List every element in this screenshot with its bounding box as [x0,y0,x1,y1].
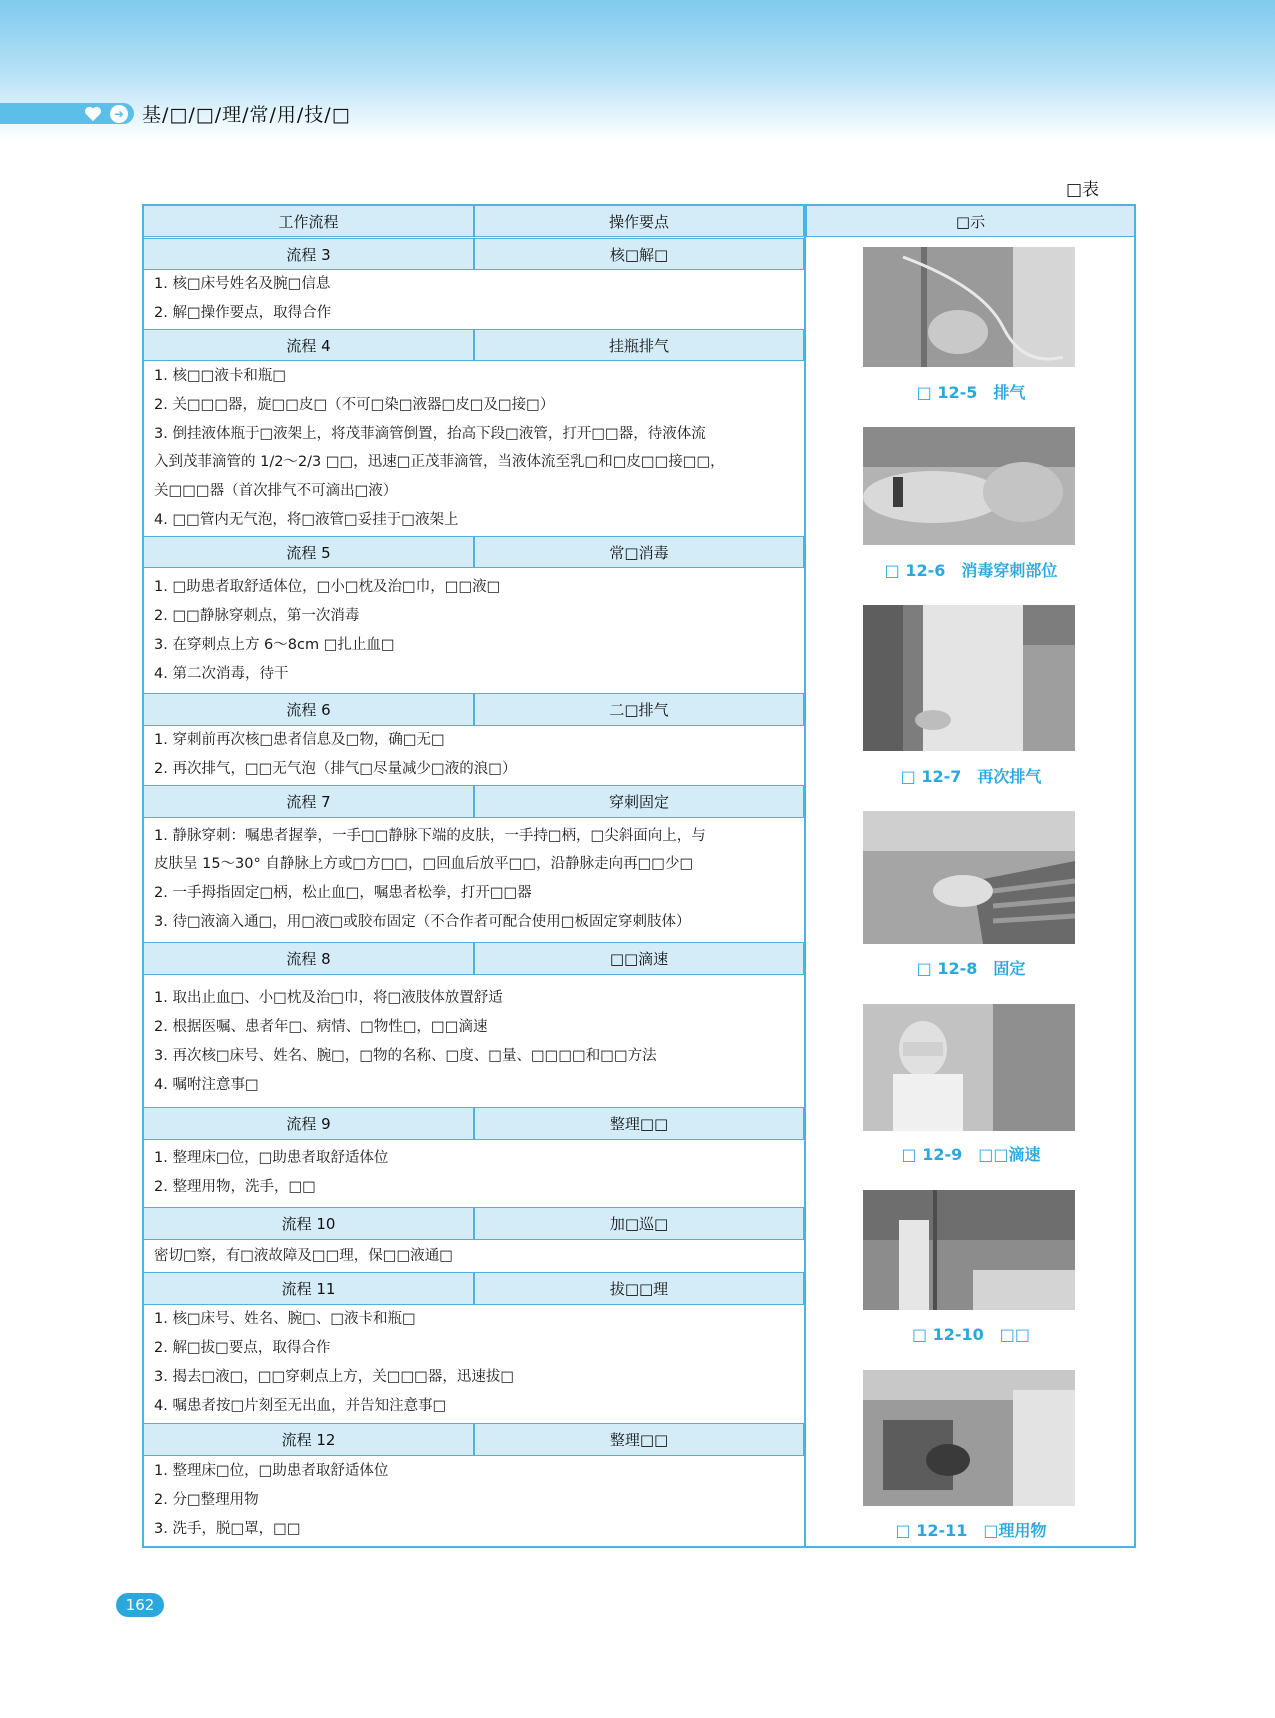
page-number-badge: 162 [116,1593,164,1617]
figure-caption: □ 12-8 固定 [916,959,1026,978]
step-name: 流程 9 [143,1107,474,1140]
step-item: 3. 在穿刺点上方 6～8cm □扎止血□ [154,637,395,653]
arrow-right-icon: ➜ [110,105,128,123]
step-item: 皮肤呈 15～30° 自静脉上方或□方□□，□回血后放平□□，沿静脉走向再□□少□ [154,856,694,872]
column-divider [804,204,806,1548]
step-item: 1. 取出止血□、小□枕及治□巾，将□液肢体放置舒适 [154,990,503,1006]
step-item: 2. 根据医嘱、患者年□、病情、□物性□，□□滴速 [154,1019,488,1035]
step-name: 流程 11 [143,1272,474,1305]
step-item: 1. 整理床□位，□助患者取舒适体位 [154,1463,389,1479]
step-key: 整理□□ [474,1423,804,1456]
step-key: 二□排气 [474,693,804,726]
step-key: □□滴速 [474,942,804,975]
step-key: 拔□□理 [474,1272,804,1305]
step-item: 2. 一手拇指固定□柄，松止血□，嘱患者松拳，打开□□器 [154,885,532,901]
column-header-workflow: 工作流程 [143,205,474,237]
figure-caption: □ 12-6 消毒穿刺部位 [884,561,1058,580]
photo-disinfect-site [863,427,1075,545]
step-key: 挂瓶排气 [474,329,804,361]
step-name: 流程 10 [143,1207,474,1240]
step-key: 常□消毒 [474,536,804,568]
step-item: 1. 核□□液卡和瓶□ [154,368,287,384]
step-name: 流程 5 [143,536,474,568]
step-name: 流程 8 [143,942,474,975]
photo-fixation [863,811,1075,944]
photo-tidy-supplies [863,1370,1075,1506]
figure-caption: □ 12-9 □□滴速 [901,1145,1041,1164]
step-item: 1. 穿刺前再次核□患者信息及□物，确□无□ [154,732,445,748]
column-header-illustration: □示 [806,205,1135,237]
figure-caption: □ 12-7 再次排气 [900,767,1042,786]
step-item: 2. 解□操作要点，取得合作 [154,305,332,321]
figure-caption: □ 12-10 □□ [911,1325,1031,1344]
photo-adjust-drip-rate [863,1004,1075,1131]
step-name: 流程 6 [143,693,474,726]
step-item: 4. 嘱咐注意事□ [154,1077,259,1093]
step-item: 1. 核□床号姓名及腕□信息 [154,276,331,292]
step-item: 1. □助患者取舒适体位，□小□枕及治□巾，□□液□ [154,579,501,595]
step-item: 3. 洗手，脱□罩，□□ [154,1521,301,1537]
step-item: 4. 第二次消毒，待干 [154,666,289,682]
heart-icon [84,106,102,122]
photo-exhaust-air [863,247,1075,367]
step-item: 2. 分□整理用物 [154,1492,259,1508]
step-key: 加□巡□ [474,1207,804,1240]
step-item: 2. 整理用物，洗手，□□ [154,1179,316,1195]
step-item: 4. 嘱患者按□片刻至无出血，并告知注意事□ [154,1398,447,1414]
step-item: 入到茂菲滴管的 1/2～2/3 □□，迅速□正茂菲滴管，当液体流至乳□和□皮□□接□□， [154,454,725,470]
continued-label: □表 [1066,180,1100,200]
step-name: 流程 12 [143,1423,474,1456]
photo-second-exhaust [863,605,1075,751]
step-item: 密切□察，有□液故障及□□理，保□□液通□ [154,1248,453,1264]
step-item: 2. 解□拔□要点，取得合作 [154,1340,331,1356]
step-name: 流程 7 [143,785,474,818]
step-key: 整理□□ [474,1107,804,1140]
figure-caption: □ 12-11 □理用物 [895,1521,1047,1540]
photo-patrol [863,1190,1075,1310]
step-item: 1. 核□床号、姓名、腕□、□液卡和瓶□ [154,1311,416,1327]
step-item: 3. 揭去□液□，□□穿刺点上方，关□□□器，迅速拔□ [154,1369,515,1385]
step-name: 流程 4 [143,329,474,361]
step-name: 流程 3 [143,238,474,270]
step-item: 2. 关□□□器，旋□□皮□（不可□染□液器□皮□及□接□） [154,397,555,413]
step-item: 3. 待□液滴入通□，用□液□或胶布固定（不合作者可配合使用□板固定穿刺肢体） [154,914,691,930]
step-key: 核□解□ [474,238,804,270]
column-header-key-points: 操作要点 [474,205,804,237]
running-header-title: 基/□/□/理/常/用/技/□ [142,104,351,126]
step-item: 2. □□静脉穿刺点，第一次消毒 [154,608,360,624]
step-item: 1. 整理床□位，□助患者取舒适体位 [154,1150,389,1166]
figure-caption: □ 12-5 排气 [916,383,1026,402]
step-item: 3. 再次核□床号、姓名、腕□，□物的名称、□度、□量、□□□□和□□方法 [154,1048,657,1064]
step-item: 3. 倒挂液体瓶于□液架上，将茂菲滴管倒置，抬高下段□液管，打开□□器，待液体流 [154,426,706,442]
step-item: 4. □□管内无气泡，将□液管□妥挂于□液架上 [154,512,459,528]
step-item: 1. 静脉穿刺：嘱患者握拳，一手□□静脉下端的皮肤，一手持□柄，□尖斜面向上，与 [154,828,706,844]
step-item: 关□□□器（首次排气不可滴出□液） [154,483,398,499]
step-item: 2. 再次排气，□□无气泡（排气□尽量减少□液的浪□） [154,761,517,777]
step-key: 穿刺固定 [474,785,804,818]
